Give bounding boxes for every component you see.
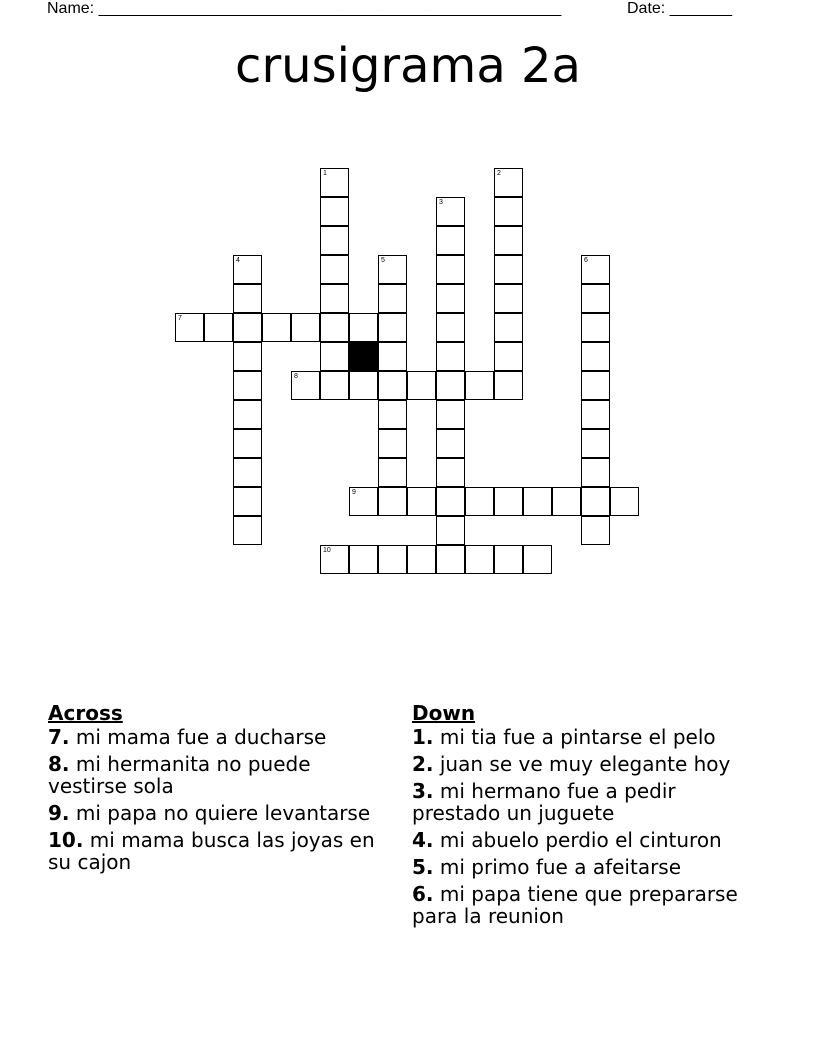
date-field-label: Date: _______: [627, 0, 732, 17]
clue-text: mi abuelo perdio el cinturon: [439, 828, 722, 852]
crossword-cell[interactable]: [436, 487, 465, 516]
cell-number: 10: [323, 547, 331, 554]
crossword-cell[interactable]: [436, 400, 465, 429]
crossword-cell[interactable]: [262, 313, 291, 342]
clue-text: mi papa no quiere levantarse: [75, 801, 371, 825]
page-title: crusigrama 2a: [235, 38, 581, 94]
crossword-cell[interactable]: [349, 371, 378, 400]
clue-down-4: [412, 829, 757, 851]
crossword-cell[interactable]: [378, 429, 407, 458]
crossword-cell[interactable]: [320, 313, 349, 342]
clue-number: 7.: [48, 725, 70, 749]
clue-across-7: [48, 726, 393, 748]
crossword-cell[interactable]: [378, 371, 407, 400]
crossword-cell[interactable]: [233, 429, 262, 458]
clue-number: 4.: [412, 828, 434, 852]
crossword-cell[interactable]: [494, 284, 523, 313]
crossword-cell[interactable]: [378, 342, 407, 371]
crossword-cell[interactable]: [494, 371, 523, 400]
crossword-cell[interactable]: [378, 284, 407, 313]
crossword-cell[interactable]: [233, 400, 262, 429]
crossword-cell[interactable]: [436, 342, 465, 371]
clue-down-2: [412, 753, 757, 775]
clue-number: 6.: [412, 882, 434, 906]
crossword-cell[interactable]: [581, 371, 610, 400]
crossword-cell[interactable]: [436, 197, 465, 226]
clue-down-1: [412, 726, 757, 748]
clue-text: mi hermanita no puede vestirse sola: [48, 752, 311, 798]
crossword-cell[interactable]: [610, 487, 639, 516]
cell-number: 1: [323, 170, 327, 177]
crossword-cell[interactable]: [320, 168, 349, 197]
crossword-cell[interactable]: [320, 284, 349, 313]
across-heading: Across: [48, 701, 123, 725]
crossword-cell[interactable]: [175, 313, 204, 342]
crossword-cell[interactable]: [436, 313, 465, 342]
crossword-cell[interactable]: [436, 458, 465, 487]
crossword-cell[interactable]: [494, 255, 523, 284]
crossword-cell[interactable]: [320, 226, 349, 255]
clue-down-5: [412, 856, 757, 878]
crossword-cell[interactable]: [436, 516, 465, 545]
clue-number: 8.: [48, 752, 70, 776]
crossword-cell[interactable]: [349, 545, 378, 574]
crossword-cell[interactable]: [436, 545, 465, 574]
cell-number: 8: [294, 373, 298, 380]
down-heading: Down: [412, 701, 476, 725]
clue-number: 1.: [412, 725, 434, 749]
crossword-cell[interactable]: [233, 284, 262, 313]
clue-number: 10.: [48, 828, 84, 852]
crossword-cell[interactable]: [494, 313, 523, 342]
crossword-cell[interactable]: [465, 487, 494, 516]
cell-number: 6: [584, 257, 588, 264]
cell-number: 5: [381, 257, 385, 264]
cell-number: 3: [439, 199, 443, 206]
clue-text: mi hermano fue a pedir prestado un juguete: [412, 779, 676, 825]
crossword-cell[interactable]: [581, 284, 610, 313]
clue-text: juan se ve muy elegante hoy: [439, 752, 731, 776]
clue-text: mi mama fue a ducharse: [75, 725, 327, 749]
crossword-cell[interactable]: [407, 487, 436, 516]
clue-number: 2.: [412, 752, 434, 776]
crossword-cell[interactable]: [349, 487, 378, 516]
crossword-cell[interactable]: [291, 371, 320, 400]
crossword-cell[interactable]: [494, 197, 523, 226]
clue-text: mi primo fue a afeitarse: [439, 855, 682, 879]
crossword-cell[interactable]: [407, 545, 436, 574]
clue-across-9: [48, 802, 393, 824]
crossword-cell[interactable]: [378, 545, 407, 574]
crossword-cell[interactable]: [378, 487, 407, 516]
crossword-cell[interactable]: [320, 342, 349, 371]
black-square: [349, 342, 378, 371]
down-clues: [412, 702, 757, 932]
crossword-cell[interactable]: [233, 516, 262, 545]
crossword-cell[interactable]: [436, 255, 465, 284]
crossword-cell[interactable]: [233, 255, 262, 284]
crossword-cell[interactable]: [581, 313, 610, 342]
crossword-cell[interactable]: [378, 313, 407, 342]
crossword-cell[interactable]: [436, 226, 465, 255]
crossword-cell[interactable]: [465, 371, 494, 400]
crossword-cell[interactable]: [233, 487, 262, 516]
crossword-cell[interactable]: [320, 545, 349, 574]
crossword-cell[interactable]: [378, 458, 407, 487]
crossword-cell[interactable]: [581, 487, 610, 516]
clue-number: 3.: [412, 779, 434, 803]
crossword-cell[interactable]: [407, 371, 436, 400]
crossword-cell[interactable]: [523, 487, 552, 516]
crossword-cell[interactable]: [291, 313, 320, 342]
crossword-cell[interactable]: [378, 255, 407, 284]
crossword-cell[interactable]: [494, 226, 523, 255]
crossword-cell[interactable]: [552, 487, 581, 516]
crossword-cell[interactable]: [436, 284, 465, 313]
crossword-cell[interactable]: [233, 458, 262, 487]
name-field-label: Name: ____________________________________________________: [47, 0, 562, 17]
cell-number: 9: [352, 489, 356, 496]
crossword-cell[interactable]: [436, 429, 465, 458]
clue-text: mi tia fue a pintarse el pelo: [439, 725, 716, 749]
crossword-cell[interactable]: [436, 371, 465, 400]
crossword-cell[interactable]: [581, 255, 610, 284]
crossword-cell[interactable]: [581, 458, 610, 487]
clue-number: 5.: [412, 855, 434, 879]
crossword-cell[interactable]: [494, 545, 523, 574]
crossword-cell[interactable]: [320, 255, 349, 284]
across-clues: [48, 702, 393, 878]
crossword-cell[interactable]: [581, 400, 610, 429]
crossword-cell[interactable]: [465, 545, 494, 574]
crossword-cell[interactable]: [320, 371, 349, 400]
clue-text: mi papa tiene que prepararse para la reunion: [412, 882, 738, 928]
clue-number: 9.: [48, 801, 70, 825]
clue-text: mi mama busca las joyas en su cajon: [48, 828, 375, 874]
clue-down-6: [412, 883, 757, 927]
crossword-cell[interactable]: [349, 313, 378, 342]
crossword-cell[interactable]: [204, 313, 233, 342]
crossword-cell[interactable]: [581, 342, 610, 371]
crossword-cell[interactable]: [581, 516, 610, 545]
crossword-cell[interactable]: [320, 197, 349, 226]
crossword-cell[interactable]: [233, 342, 262, 371]
crossword-cell[interactable]: [494, 342, 523, 371]
clue-across-10: [48, 829, 393, 873]
crossword-cell[interactable]: [494, 487, 523, 516]
crossword-cell[interactable]: [378, 400, 407, 429]
crossword-cell[interactable]: [233, 371, 262, 400]
clue-down-3: [412, 780, 757, 824]
crossword-cell[interactable]: [581, 429, 610, 458]
crossword-cell[interactable]: [233, 313, 262, 342]
crossword-cell[interactable]: [523, 545, 552, 574]
clue-across-8: [48, 753, 393, 797]
cell-number: 4: [236, 257, 240, 264]
cell-number: 2: [497, 170, 501, 177]
crossword-cell[interactable]: [494, 168, 523, 197]
cell-number: 7: [178, 315, 182, 322]
